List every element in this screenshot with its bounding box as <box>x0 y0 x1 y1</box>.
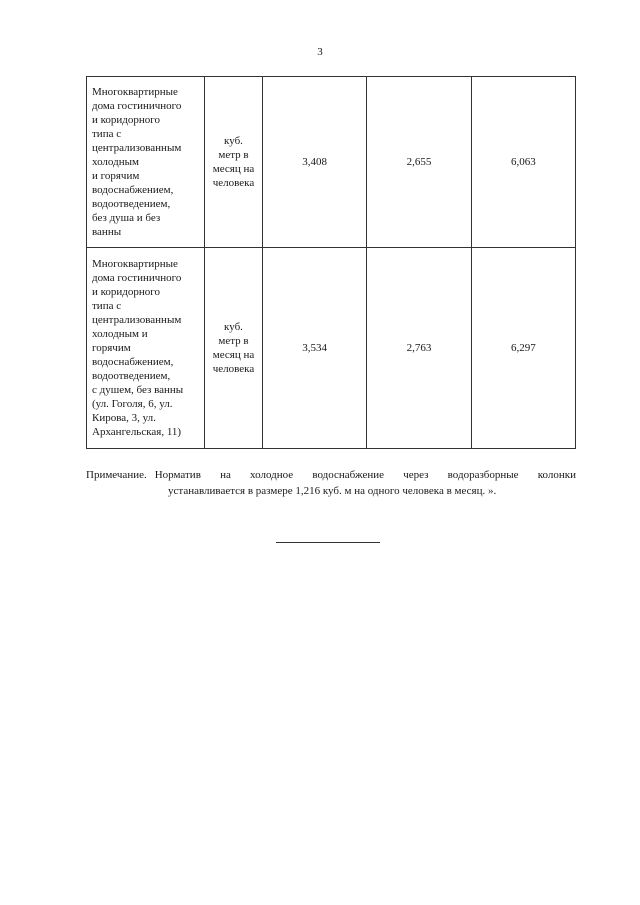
description-line: дома гостиничного <box>92 272 182 284</box>
drainage-value: 6,063 <box>471 77 575 248</box>
description-line: водоотведением, <box>92 370 171 382</box>
note-text-line: устанавливается в размере 1,216 куб. м на одного человека в месяц. ». <box>168 485 497 497</box>
description-line: Многоквартирные <box>92 86 178 98</box>
unit-line: месяц на <box>212 163 255 175</box>
unit-cell <box>205 77 263 248</box>
description-line: без душа и без <box>92 212 161 224</box>
table-row <box>87 77 576 248</box>
description-line: водоотведением, <box>92 198 171 210</box>
unit-line: человека <box>212 177 255 189</box>
note <box>86 467 576 499</box>
description-line: ванны <box>92 226 122 238</box>
description-line: (ул. Гоголя, 6, ул. <box>92 398 173 410</box>
description-line: централизованным <box>92 142 182 154</box>
description-line: горячим <box>92 342 131 354</box>
unit-line: метр в <box>218 335 249 347</box>
description-line: централизованным <box>92 314 182 326</box>
end-divider <box>276 542 380 543</box>
housing-type-cell <box>87 77 205 248</box>
housing-type-cell <box>87 248 205 449</box>
description-line: и коридорного <box>92 114 161 126</box>
description-line: водоснабжением, <box>92 356 174 368</box>
description-line: Архангельская, 11) <box>92 426 182 438</box>
cold-water-value: 3,408 <box>263 77 367 248</box>
unit-line: метр в <box>218 149 249 161</box>
cold-water-value: 3,534 <box>263 248 367 449</box>
unit-line: куб. <box>224 135 243 147</box>
description-line: дома гостиничного <box>92 100 182 112</box>
note-text-line: Норматив на холодное водоснабжение через водоразборные колонки <box>154 469 576 481</box>
description-line: с душем, без ванны <box>92 384 184 396</box>
description-line: водоснабжением, <box>92 184 174 196</box>
drainage-value: 6,297 <box>471 248 575 449</box>
description-line: Многоквартирные <box>92 258 178 270</box>
hot-water-value: 2,763 <box>367 248 471 449</box>
hot-water-value: 2,655 <box>367 77 471 248</box>
description-line: и коридорного <box>92 286 161 298</box>
description-line: типа с <box>92 300 122 312</box>
norms-table <box>86 76 576 449</box>
description-line: Кирова, 3, ул. <box>92 412 156 424</box>
unit-line: месяц на <box>212 349 255 361</box>
note-label: Примечание. <box>86 469 147 481</box>
table-row <box>87 248 576 449</box>
description-line: и горячим <box>92 170 140 182</box>
description-line: типа с <box>92 128 122 140</box>
page-number: 3 <box>317 46 323 58</box>
description-line: холодным <box>92 156 139 168</box>
unit-cell <box>205 248 263 449</box>
unit-line: куб. <box>224 321 243 333</box>
description-line: холодным и <box>92 328 148 340</box>
unit-line: человека <box>212 363 255 375</box>
